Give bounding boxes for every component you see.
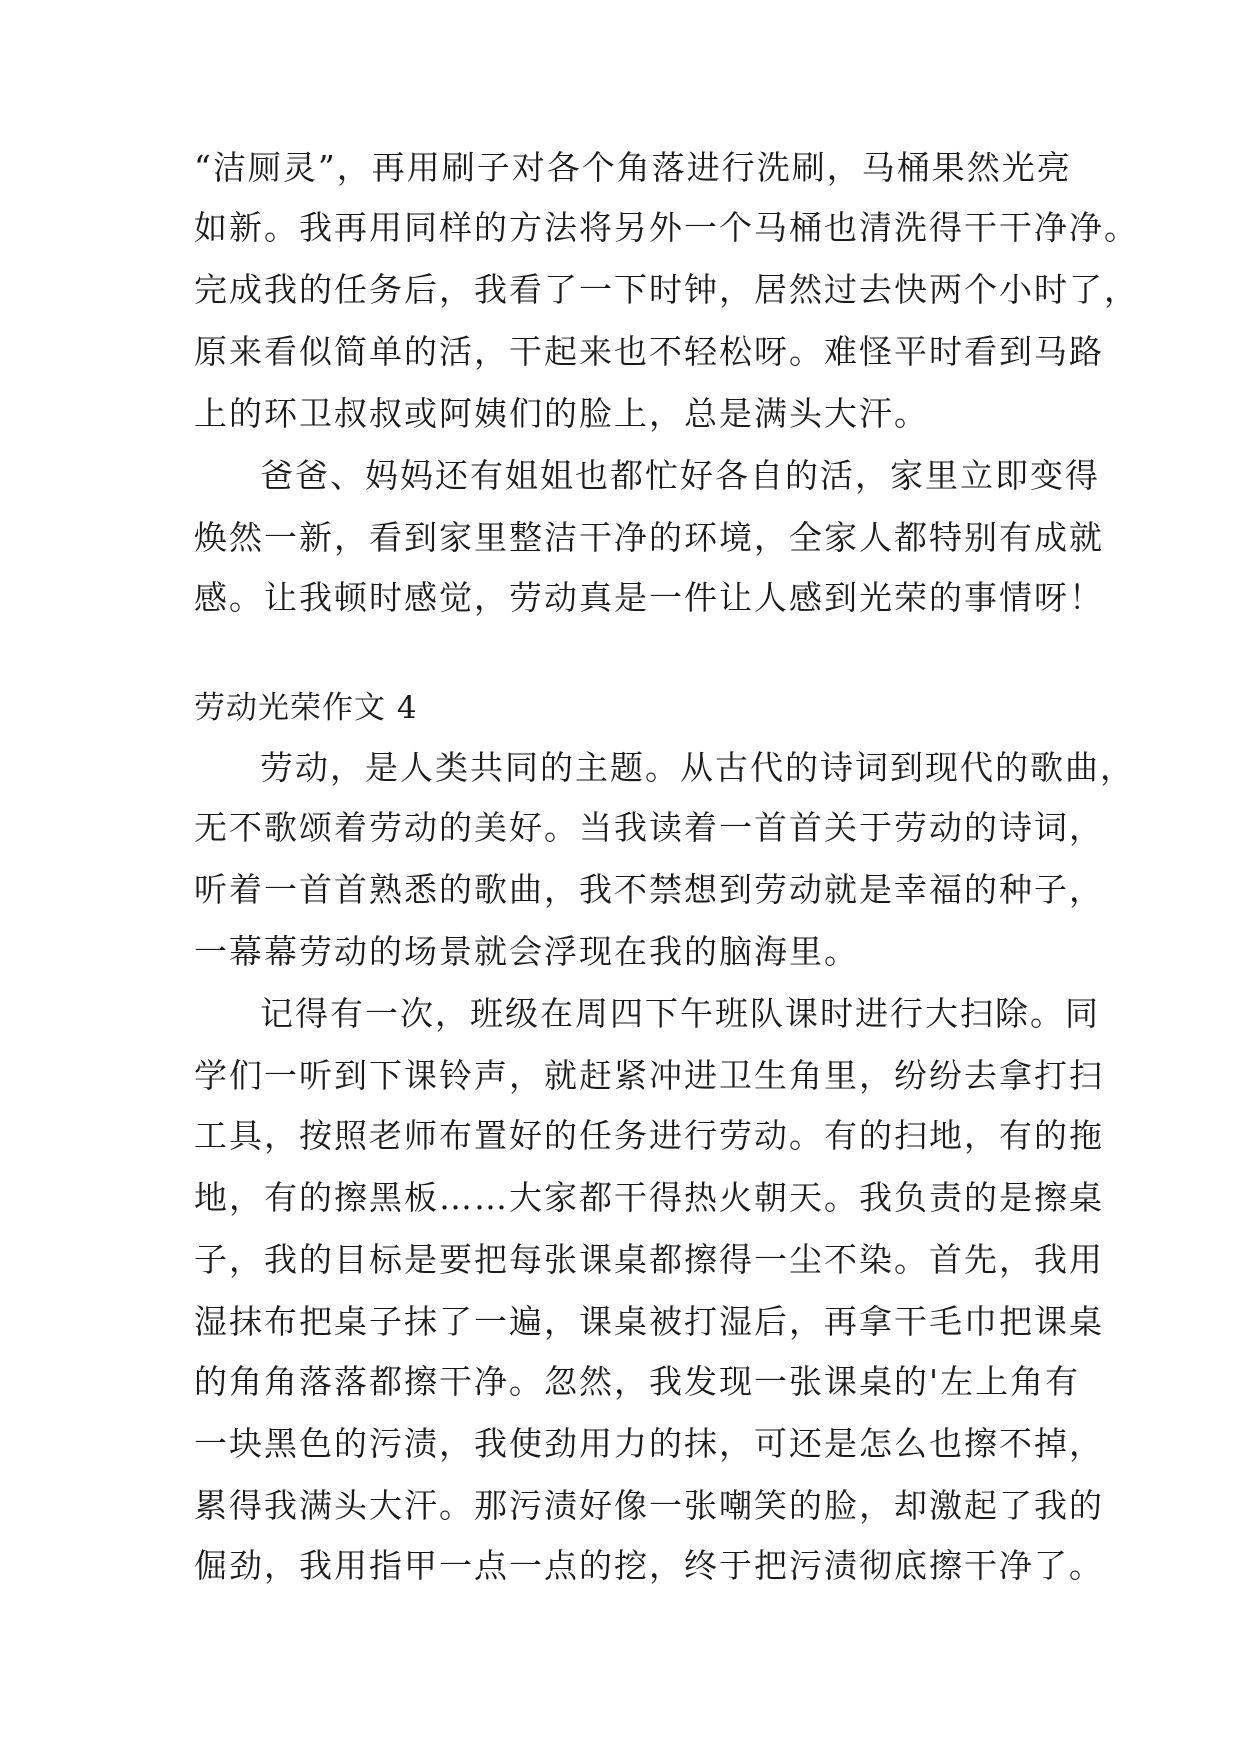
- text-line: 子，我的目标是要把每张课桌都擦得一尘不染。首先，我用: [194, 1240, 1104, 1279]
- text-line: 湿抹布把桌子抹了一遍，课桌被打湿后，再拿干毛巾把课桌: [194, 1302, 1104, 1341]
- section-heading: 劳动光荣作文 4: [194, 690, 418, 726]
- text-line: 感。让我顿时感觉，劳动真是一件让人感到光荣的事情呀！: [194, 578, 1104, 617]
- text-line: 焕然一新，看到家里整洁干净的环境，全家人都特别有成就: [194, 518, 1104, 557]
- text-line: 原来看似简单的活，干起来也不轻松呀。难怪平时看到马路: [194, 332, 1104, 371]
- text-line: 学们一听到下课铃声，就赶紧冲进卫生角里，纷纷去拿打扫: [194, 1056, 1104, 1095]
- text-line: 地，有的擦黑板……大家都干得热火朝天。我负责的是擦桌: [194, 1178, 1104, 1217]
- text-line: 上的环卫叔叔或阿姨们的脸上，总是满头大汗。: [194, 394, 929, 433]
- text-line: 完成我的任务后，我看了一下时钟，居然过去快两个小时了，: [194, 270, 1139, 309]
- text-line: 如新。我再用同样的方法将另外一个马桶也清洗得干干净净。: [194, 208, 1139, 247]
- text-line: 听着一首首熟悉的歌曲，我不禁想到劳动就是幸福的种子，: [194, 870, 1104, 909]
- text-line: 劳动，是人类共同的主题。从古代的诗词到现代的歌曲，: [260, 748, 1135, 787]
- text-line: 一幕幕劳动的场景就会浮现在我的脑海里。: [194, 932, 859, 971]
- text-line: 一块黑色的污渍，我使劲用力的抹，可还是怎么也擦不掉，: [194, 1424, 1104, 1463]
- text-line: 的角角落落都擦干净。忽然，我发现一张课桌的'左上角有: [194, 1362, 1081, 1401]
- text-line: 倔劲，我用指甲一点一点的挖，终于把污渍彻底擦干净了。: [194, 1546, 1104, 1585]
- text-line: 无不歌颂着劳动的美好。当我读着一首首关于劳动的诗词，: [194, 808, 1104, 847]
- text-line: 记得有一次，班级在周四下午班队课时进行大扫除。同: [260, 994, 1100, 1033]
- text-line: 工具，按照老师布置好的任务进行劳动。有的扫地，有的拖: [194, 1116, 1104, 1155]
- text-line: 爸爸、妈妈还有姐姐也都忙好各自的活，家里立即变得: [260, 456, 1100, 495]
- text-line: “洁厕灵”，再用刷子对各个角落进行洗刷，马桶果然光亮: [194, 148, 1072, 187]
- text-line: 累得我满头大汗。那污渍好像一张嘲笑的脸，却激起了我的: [194, 1486, 1104, 1525]
